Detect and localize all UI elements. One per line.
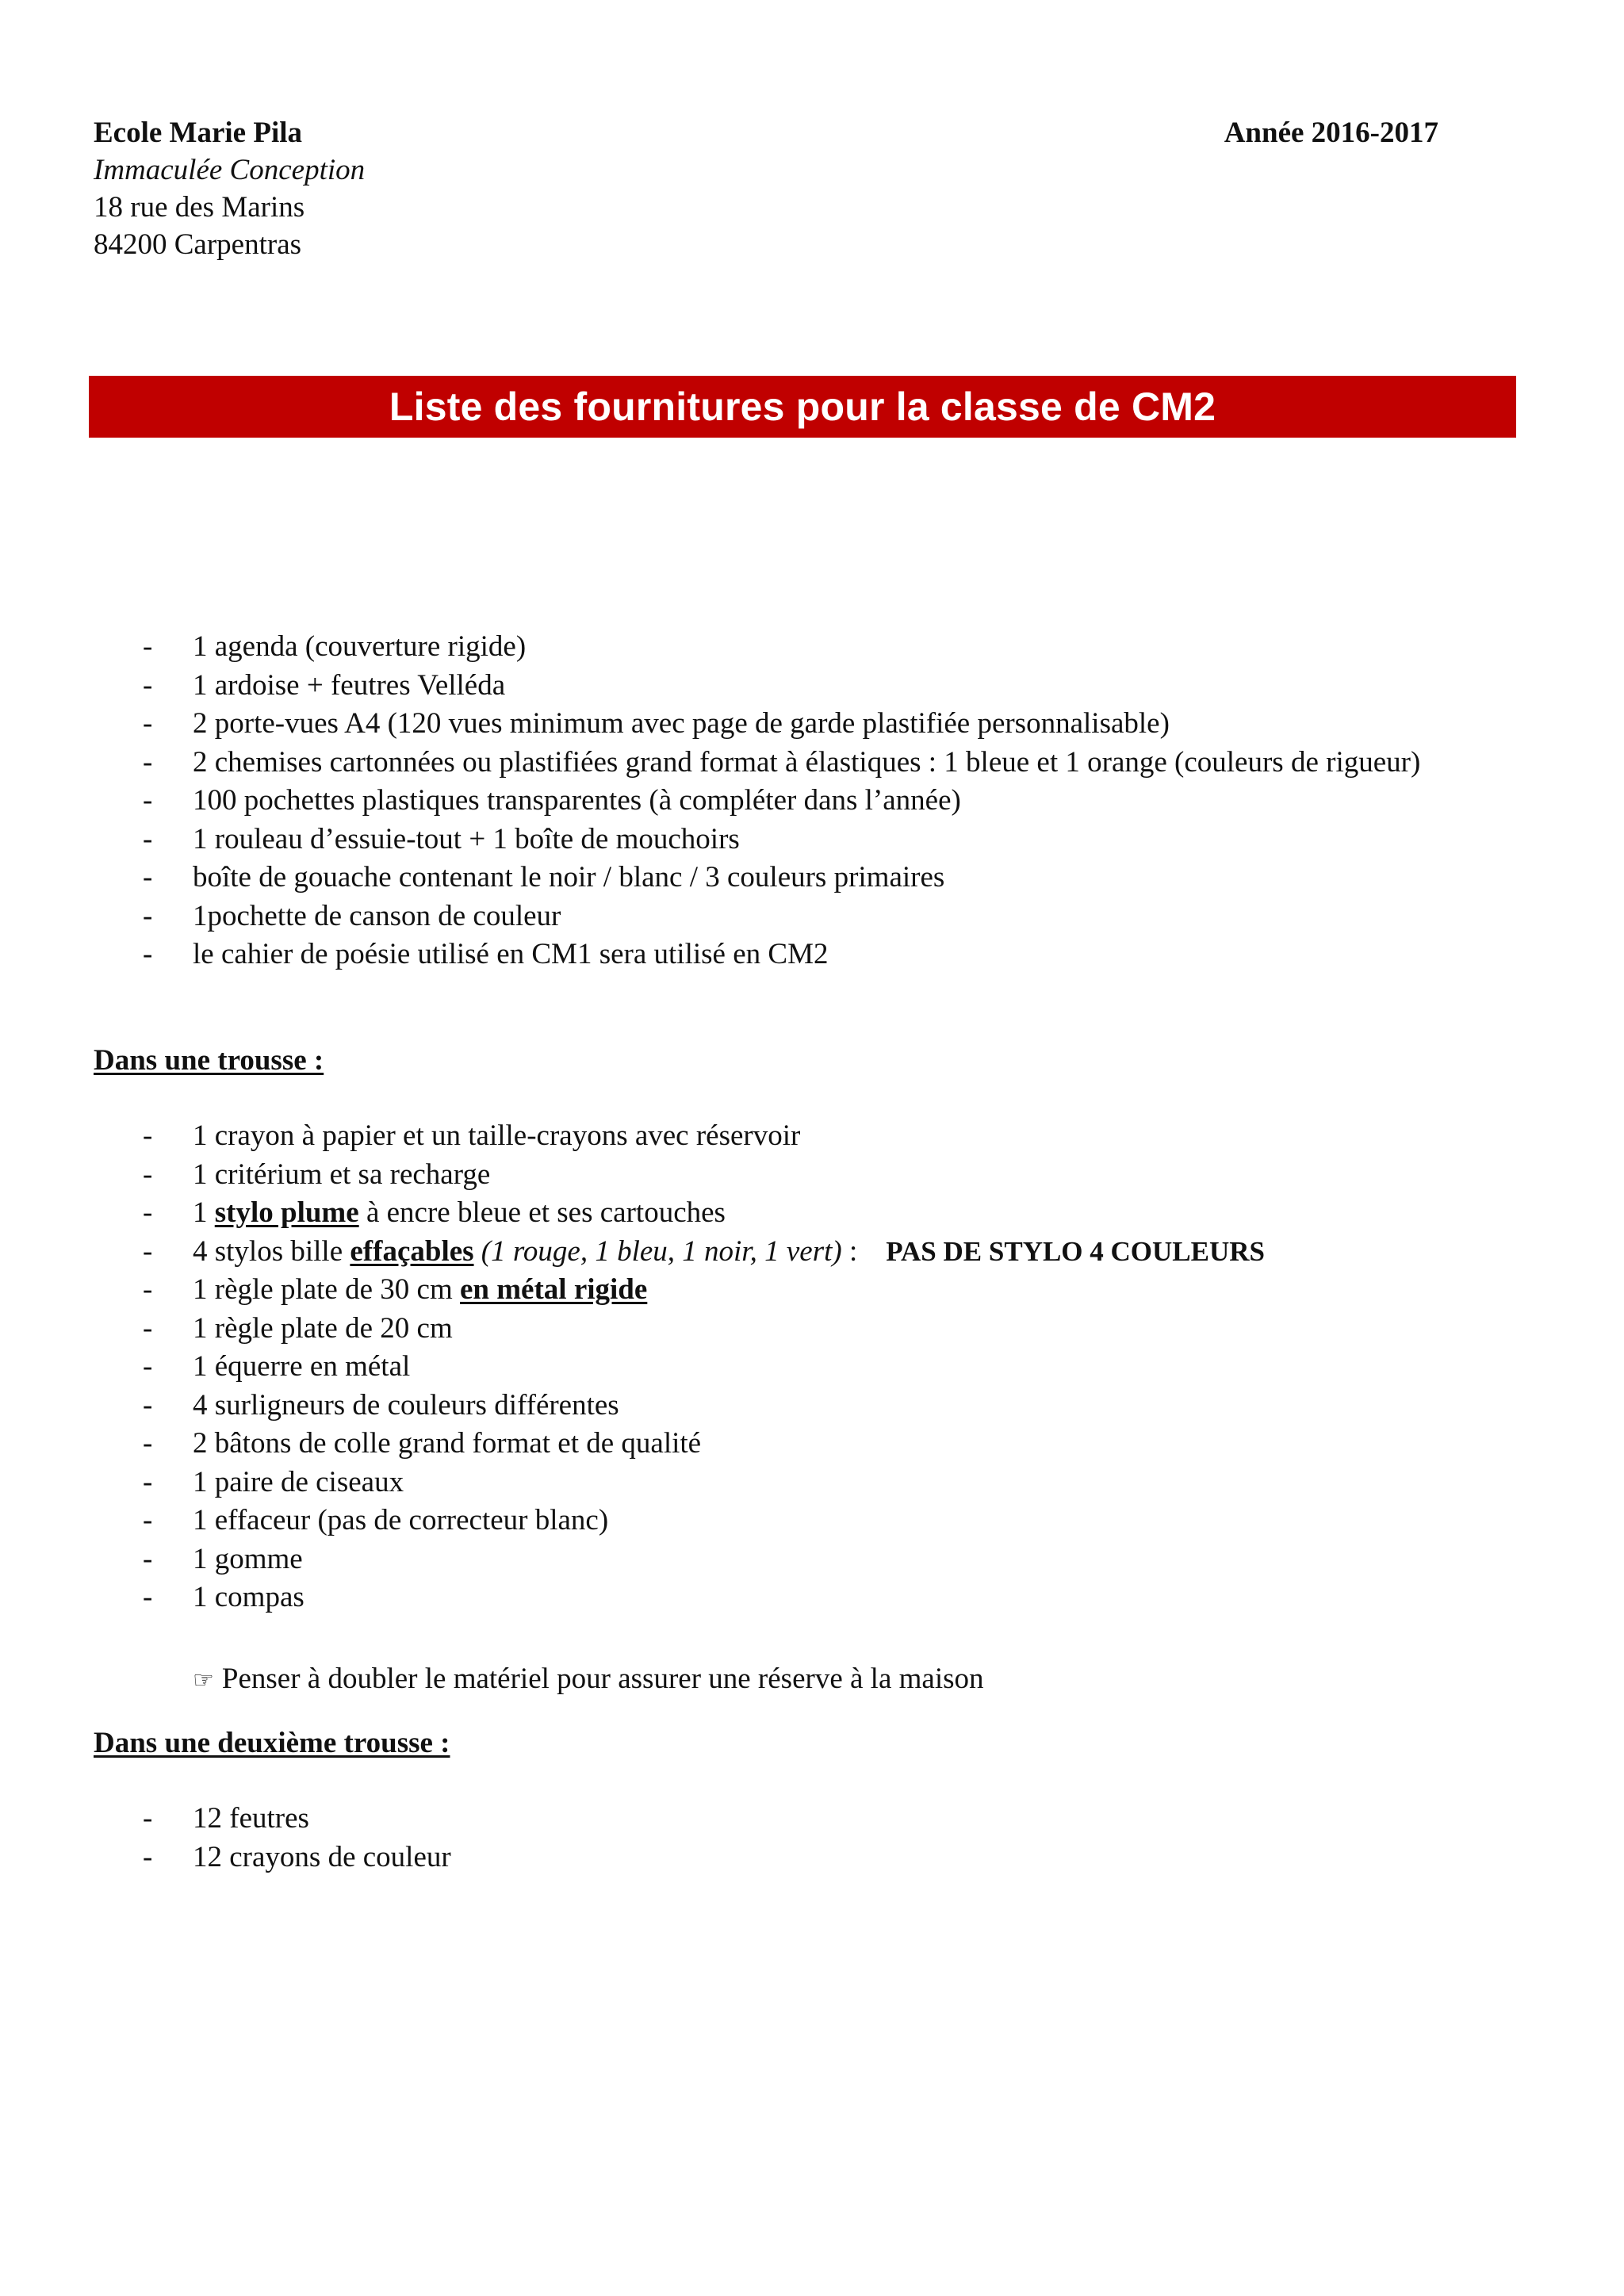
bullet-dash: - [143, 1350, 153, 1383]
list-item: - 1 crayon à papier et un taille-crayons avec réservoir [0, 1117, 1624, 1156]
list-item: - 1 équerre en métal [0, 1348, 1624, 1387]
bullet-dash: - [143, 1542, 153, 1575]
list-item: - boîte de gouache contenant le noir / blanc / 3 couleurs primaires [0, 859, 1624, 897]
list-item: - 1 paire de ciseaux [0, 1464, 1624, 1502]
bullet-dash: - [143, 938, 153, 970]
school-address-block [94, 114, 365, 263]
list-item: - 2 porte-vues A4 (120 vues minimum avec page de garde plastifiée personnalisable) [0, 705, 1624, 744]
bullet-dash: - [143, 861, 153, 894]
list-item: - le cahier de poésie utilisé en CM1 sera utilisé en CM2 [0, 936, 1624, 974]
list-item: - 1 règle plate de 20 cm [0, 1310, 1624, 1349]
emphasis-text: en métal rigide [459, 1273, 648, 1306]
reminder-text: Penser à doubler le matériel pour assurer une réserve à la maison [221, 1663, 984, 1695]
section-title-deuxieme-trousse: Dans une deuxième trousse : [94, 1727, 450, 1759]
list-item: - 12 crayons de couleur [0, 1839, 1624, 1877]
bullet-dash: - [143, 1504, 153, 1536]
deuxieme-trousse-list [0, 1800, 1624, 1877]
bullet-dash: - [143, 1311, 153, 1345]
bullet-dash: - [143, 822, 153, 855]
supplies-list [0, 628, 1624, 974]
page-title: Liste des fournitures pour la classe de CM2 [389, 385, 1216, 429]
bullet-dash: - [143, 668, 153, 702]
pointing-hand-icon: ☞ [193, 1667, 214, 1694]
list-item: - 4 surligneurs de couleurs différentes [0, 1387, 1624, 1425]
list-item: - 1 critérium et sa recharge [0, 1156, 1624, 1195]
bullet-dash: - [143, 707, 153, 740]
school-subtitle: Immaculée Conception [94, 154, 366, 186]
bullet-dash: - [143, 1234, 153, 1268]
list-item: - 12 feutres [0, 1800, 1624, 1839]
list-item: - 1 effaceur (pas de correcteur blanc) [0, 1502, 1624, 1540]
bullet-dash: - [143, 1427, 153, 1460]
title-banner [89, 376, 1516, 438]
bullet-dash: - [143, 784, 153, 817]
bullet-dash: - [143, 1581, 153, 1613]
list-item: - 1 règle plate de 30 cm en métal rigide [0, 1271, 1624, 1310]
address-line-2: 84200 Carpentras [94, 228, 302, 261]
bullet-dash: - [143, 630, 153, 663]
bullet-dash: - [143, 1273, 153, 1306]
bullet-dash: - [143, 1119, 153, 1152]
bullet-dash: - [143, 1388, 153, 1422]
reminder-note [193, 1660, 984, 1700]
warning-text: PAS DE STYLO 4 COULEURS [886, 1235, 1266, 1267]
bullet-dash: - [143, 899, 153, 932]
list-item: - 1 stylo plume à encre bleue et ses cartouches [0, 1194, 1624, 1233]
list-item: - 1 agenda (couverture rigide) [0, 628, 1624, 667]
list-item: - 1 gomme [0, 1540, 1624, 1579]
school-year: Année 2016-2017 [1224, 117, 1438, 149]
bullet-dash: - [143, 1196, 153, 1229]
bullet-dash: - [143, 1802, 153, 1835]
list-item: - 1 rouleau d’essuie-tout + 1 boîte de mouchoirs [0, 821, 1624, 859]
trousse-list [0, 1117, 1624, 1617]
list-item: - 100 pochettes plastiques transparentes (à compléter dans l’année) [0, 782, 1624, 821]
section-title-trousse: Dans une trousse : [94, 1044, 324, 1077]
bullet-dash: - [143, 745, 153, 779]
list-item: - 4 stylos bille effaçables (1 rouge, 1 bleu, 1 noir, 1 vert) : PAS DE STYLO 4 COULEURS [0, 1233, 1624, 1272]
list-item: - 1pochette de canson de couleur [0, 897, 1624, 936]
school-name: Ecole Marie Pila [94, 117, 303, 149]
bullet-dash: - [143, 1840, 153, 1873]
emphasis-text: stylo plume [214, 1196, 359, 1229]
emphasis-text: effaçables [350, 1234, 474, 1268]
list-item: - 1 ardoise + feutres Velléda [0, 667, 1624, 706]
list-item: - 1 compas [0, 1578, 1624, 1617]
bullet-dash: - [143, 1465, 153, 1498]
list-item: - 2 bâtons de colle grand format et de qualité [0, 1425, 1624, 1464]
list-item: - 2 chemises cartonnées ou plastifiées grand format à élastiques : 1 bleue et 1 orange (couleurs de rigueur) [0, 744, 1624, 783]
bullet-dash: - [143, 1158, 153, 1191]
address-line-1: 18 rue des Marins [94, 191, 305, 224]
